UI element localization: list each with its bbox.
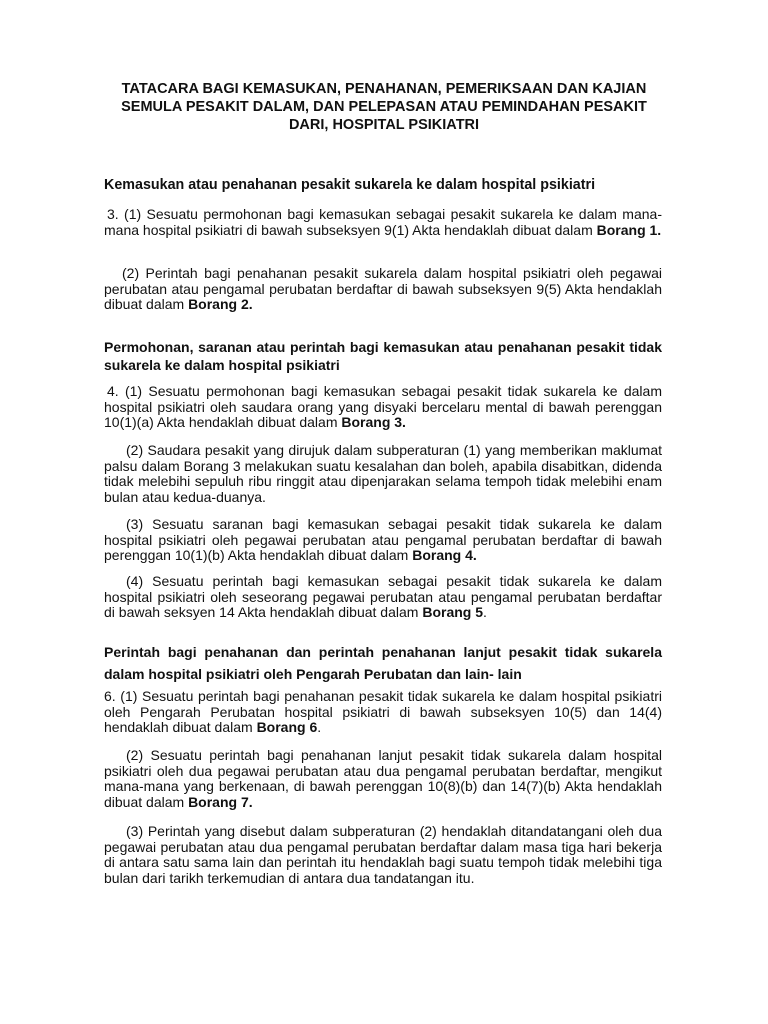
form-reference: Borang 2. — [188, 296, 253, 312]
paragraph-6-3 — [104, 824, 662, 886]
paragraph-text: (4) Sesuatu perintah bagi kemasukan sebagai pesakit tidak sukarela ke dalam hospital psikiatri oleh seseorang pegawai perubatan atau pengamal perubatan berdaftar di bawah seksyen 14 Akta hendaklah dibuat dalam — [104, 573, 662, 620]
section-heading-involuntary-admission: Permohonan, saranan atau perintah bagi kemasukan atau penahanan pesakit tidak sukarela ke dalam hospital psikiatri — [104, 339, 662, 373]
title-line-2: SEMULA PESAKIT DALAM, DAN PELEPASAN ATAU PEMINDAHAN PESAKIT — [121, 99, 647, 115]
paragraph-6-2 — [104, 748, 662, 810]
paragraph-3-2 — [104, 266, 662, 313]
form-reference: Borang 1. — [596, 221, 662, 238]
paragraph-text: 6. (1) Sesuatu perintah bagi penahanan pesakit tidak sukarela ke dalam hospital psikiatri oleh Pengarah Perubatan hospital psikiatri di bawah subseksyen 10(5) dan 14(4) hendaklah dibuat dalam — [104, 688, 662, 735]
section-heading-detention-orders: Perintah bagi penahanan dan perintah penahanan lanjut pesakit tidak sukarela dalam hospital psikiatri oleh Pengarah Perubatan dan lain- lain — [104, 644, 662, 682]
form-reference: Borang 7. — [188, 793, 253, 810]
title-line-3: DARI, HOSPITAL PSIKIATRI — [288, 117, 480, 133]
paragraph-tail: . — [317, 719, 322, 735]
paragraph-6-1 — [104, 689, 662, 736]
paragraph-text: (3) Perintah yang disebut dalam subperaturan (2) hendaklah ditandatangani oleh dua pegawai perubatan atau dua pengamal perubatan berdaftar dalam masa tiga hari bekerja di antara satu sama lain dan perintah itu hendaklah bagi suatu tempoh tidak melebihi tiga bulan dari tarikh terkemudian di antara dua tandatangan itu. — [104, 823, 662, 886]
paragraph-text: 4. (1) Sesuatu permohonan bagi kemasukan sebagai pesakit tidak sukarela ke dalam hospital psikiatri oleh saudara orang yang disyaki bercelaru mental di bawah perenggan 10(1)(a) Akta hendaklah dibuat dalam — [104, 383, 662, 430]
section-heading-voluntary-admission: Kemasukan atau penahanan pesakit sukarela ke dalam hospital psikiatri — [104, 177, 596, 193]
paragraph-4-4 — [104, 574, 662, 621]
paragraph-tail: . — [483, 604, 487, 620]
paragraph-text: (2) Perintah bagi penahanan pesakit sukarela dalam hospital psikiatri oleh pegawai perubatan atau pengamal perubatan berdaftar di bawah subseksyen 9(5) Akta hendaklah dibuat dalam — [104, 265, 662, 312]
paragraph-4-2 — [104, 443, 662, 505]
form-reference: Borang 3. — [341, 414, 406, 430]
paragraph-text: (2) Sesuatu perintah bagi penahanan lanjut pesakit tidak sukarela dalam hospital psikiatri oleh dua pegawai perubatan atau dua pengamal perubatan berdaftar, mengikut mana-mana yang berkenaan, di bawah perenggan 10(8)(b) dan 14(7)(b) Akta hendaklah dibuat dalam — [104, 747, 662, 810]
paragraph-text: (3) Sesuatu saranan bagi kemasukan sebagai pesakit tidak sukarela ke dalam hospital psikiatri oleh pegawai perubatan atau pengamal perubatan berdaftar di bawah perenggan 10(1)(b) Akta hendaklah dibuat dalam — [104, 516, 662, 563]
paragraph-4-3 — [104, 517, 662, 564]
paragraph-3-1 — [104, 207, 662, 238]
form-reference: Borang 5 — [422, 604, 484, 620]
document-title — [60, 80, 708, 134]
paragraph-4-1 — [104, 384, 662, 431]
form-reference: Borang 4. — [412, 547, 477, 563]
paragraph-text: 3. (1) Sesuatu permohonan bagi kemasukan sebagai pesakit sukarela ke dalam mana-mana hospital psikiatri di bawah subseksyen 9(1) Akta hendaklah dibuat dalam — [104, 206, 662, 238]
title-line-1: TATACARA BAGI KEMASUKAN, PENAHANAN, PEMERIKSAAN DAN KAJIAN — [121, 81, 647, 97]
form-reference: Borang 6 — [256, 719, 318, 735]
paragraph-text: (2) Saudara pesakit yang dirujuk dalam subperaturan (1) yang memberikan maklumat palsu dalam Borang 3 melakukan suatu kesalahan dan boleh, apabila disabitkan, didenda tidak melebihi sepuluh ribu ringgit atau dipenjarakan selama tempoh tidak melebihi enam bulan atau kedua-duanya. — [104, 442, 662, 505]
